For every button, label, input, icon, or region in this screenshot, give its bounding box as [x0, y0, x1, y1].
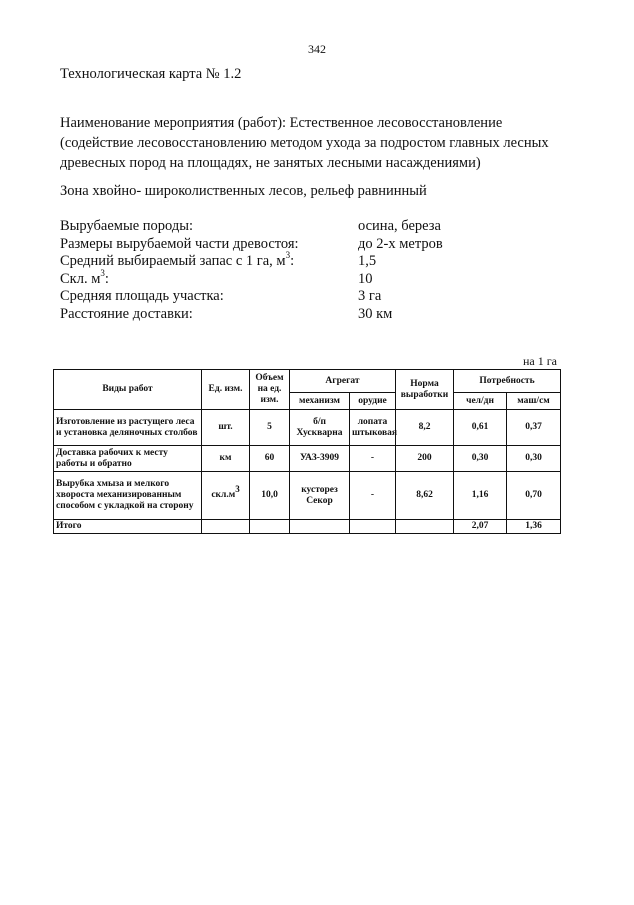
cell-machine-shifts: 0,30	[507, 446, 561, 472]
header-volume: Объем на ед. изм.	[250, 370, 290, 410]
param-label-after: :	[290, 253, 295, 269]
param-label: Размеры вырубаемой части древостоя:	[60, 235, 299, 252]
param-value: 3 га	[358, 288, 382, 304]
cell-volume: 60	[250, 446, 290, 472]
param-label: Расстояние доставки:	[60, 305, 193, 322]
cell-machine-shifts: 0,70	[507, 472, 561, 520]
total-man-days: 2,07	[454, 520, 507, 534]
param-value: 30 км	[358, 305, 393, 322]
cell-volume: 5	[250, 410, 290, 446]
cell-work: Вырубка хмыза и мелкого хвороста механизированным способом с укладкой на сторону	[54, 472, 202, 520]
cell-mechanism: УАЗ-3909	[290, 446, 350, 472]
header-norm: Норма выработки	[396, 370, 454, 410]
header-need: Потребность	[454, 370, 561, 393]
param-label-sup: 3	[100, 267, 105, 278]
total-empty-cell	[350, 520, 396, 534]
total-label: Итого	[54, 520, 202, 534]
total-empty-cell	[202, 520, 250, 534]
activity-line: (содействие лесовосстановлению методом ухода за подростом главных лесных	[60, 135, 549, 151]
param-label	[60, 250, 295, 271]
cell-man-days: 1,16	[454, 472, 507, 520]
activity-line: древесных пород на площадях, не занятых лесными насаждениями)	[60, 155, 481, 171]
param-label-after: :	[104, 270, 109, 287]
area-note: на 1 га	[523, 354, 557, 368]
cell-unit	[202, 410, 250, 446]
works-table	[53, 369, 561, 534]
total-empty-cell	[290, 520, 350, 534]
header-machine-shifts: маш/см	[507, 393, 561, 410]
param-label-sup: 3	[285, 250, 291, 261]
param-label	[60, 267, 109, 289]
table-total-row	[54, 520, 561, 534]
cell-unit-sup: 3	[235, 483, 240, 494]
header-tool: орудие	[350, 393, 396, 410]
cell-machine-shifts: 0,37	[507, 410, 561, 446]
cell-tool: -	[350, 472, 396, 520]
page-number: 342	[308, 42, 326, 56]
cell-norm: 8,62	[396, 472, 454, 520]
cell-work: Изготовление из растущего леса и установка деляночных столбов	[54, 410, 202, 446]
header-mechanism: механизм	[290, 393, 350, 410]
param-value: осина, береза	[358, 218, 441, 234]
param-value: 1,5	[358, 253, 377, 269]
cell-man-days: 0,61	[454, 410, 507, 446]
cell-unit	[202, 472, 250, 520]
header-unit: Ед. изм.	[202, 370, 250, 410]
cell-tool: лопата штыковая	[350, 410, 396, 446]
total-empty-cell	[396, 520, 454, 534]
param-value: 10	[358, 270, 373, 287]
zone-description: Зона хвойно- широколиственных лесов, рельеф равнинный	[60, 183, 427, 199]
cell-work: Доставка рабочих к месту работы и обратно	[54, 446, 202, 472]
param-label-text: Скл. м	[60, 270, 101, 287]
cell-unit-text: км	[219, 453, 232, 464]
param-label: Средняя площадь участка:	[60, 288, 224, 304]
total-empty-cell	[250, 520, 290, 534]
total-machine-shifts: 1,36	[507, 520, 561, 534]
cell-volume: 10,0	[250, 472, 290, 520]
cell-unit	[202, 446, 250, 472]
param-label: Вырубаемые породы:	[60, 218, 193, 234]
activity-description	[60, 113, 600, 173]
cell-tool: -	[350, 446, 396, 472]
card-title: Технологическая карта № 1.2	[60, 66, 242, 82]
table-row	[54, 410, 561, 446]
cell-unit-text: шт.	[218, 422, 233, 433]
table-row	[54, 472, 561, 520]
cell-mechanism: б/п Хускварна	[290, 410, 350, 446]
header-aggregate: Агрегат	[290, 370, 396, 393]
cell-mechanism: кусторез Секор	[290, 472, 350, 520]
cell-unit-text: скл.м	[211, 490, 236, 501]
header-work: Виды работ	[54, 370, 202, 410]
table-header-row	[54, 370, 561, 393]
param-value: до 2-х метров	[358, 235, 443, 252]
table-row	[54, 446, 561, 472]
param-label-text: Средний выбираемый запас с 1 га, м	[60, 253, 286, 269]
cell-man-days: 0,30	[454, 446, 507, 472]
cell-norm: 200	[396, 446, 454, 472]
activity-line: Наименование мероприятия (работ): Естественное лесовосстановление	[60, 115, 503, 131]
cell-norm: 8,2	[396, 410, 454, 446]
header-man-days: чел/дн	[454, 393, 507, 410]
